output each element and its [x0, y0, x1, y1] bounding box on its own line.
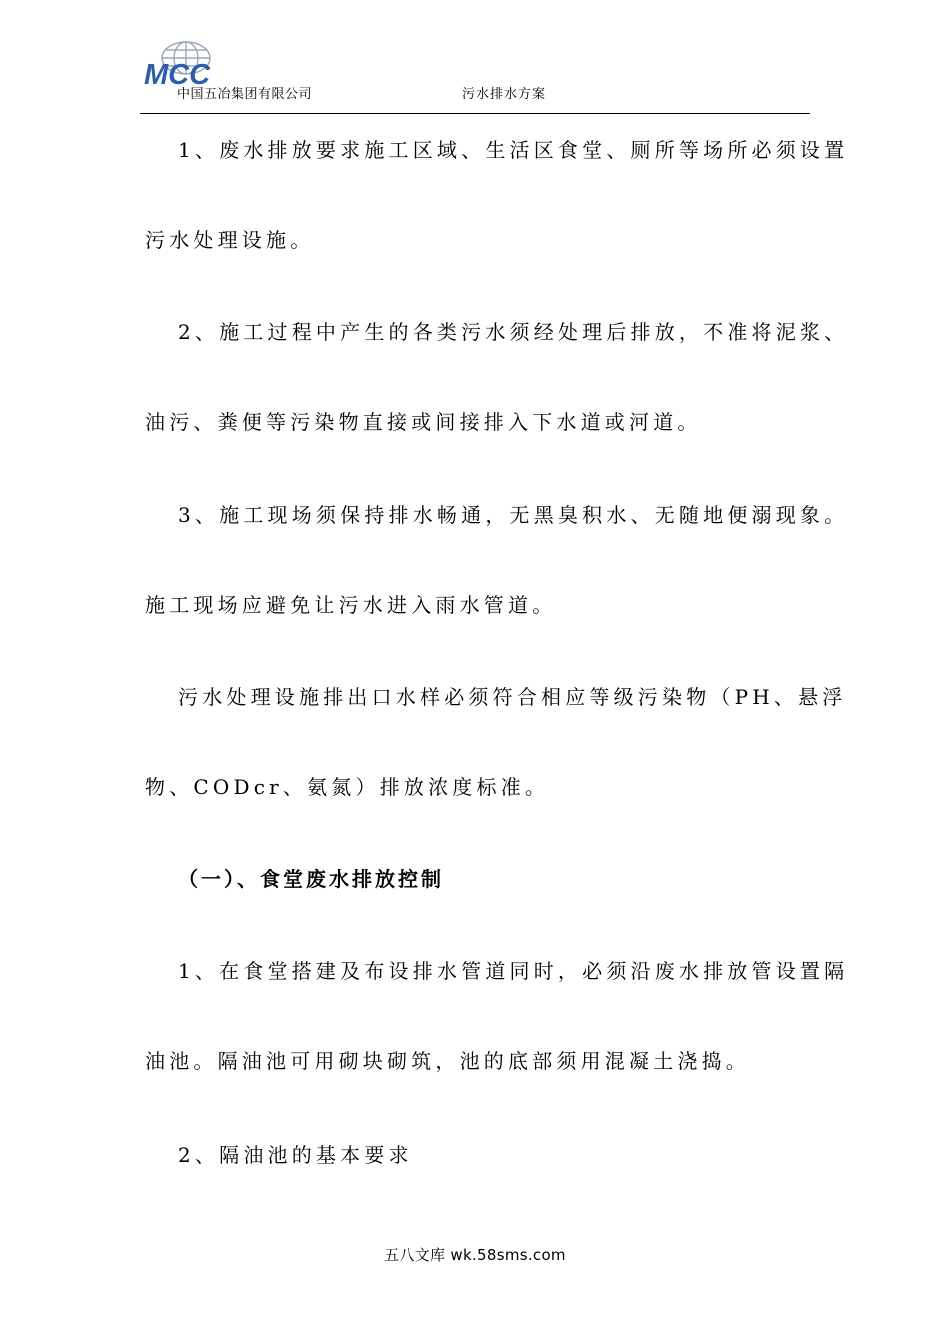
logo-text: MCC [144, 59, 211, 91]
paragraph-4-line-1: 污水处理设施排出口水样必须符合相应等级污染物（PH、悬浮 [178, 685, 847, 709]
paragraph-6-line-1: 2、隔油池的基本要求 [178, 1143, 413, 1167]
page-header [140, 30, 810, 114]
paragraph-2-line-2: 油污、粪便等污染物直接或间接排入下水道或河道。 [145, 410, 702, 434]
paragraph-4-line-2: 物、CODcr、氨氮）排放浓度标准。 [145, 775, 550, 799]
company-name: 中国五冶集团有限公司 [177, 87, 313, 102]
paragraph-5-line-1: 1、在食堂搭建及布设排水管道同时，必须沿废水排放管设置隔 [178, 959, 849, 983]
paragraph-5-line-2: 油池。隔油池可用砌块砌筑，池的底部须用混凝土浇捣。 [145, 1049, 750, 1073]
paragraph-3-line-1: 3、施工现场须保持排水畅通，无黑臭积水、无随地便溺现象。 [178, 503, 849, 527]
paragraph-2-line-1: 2、施工过程中产生的各类污水须经处理后排放，不准将泥浆、 [178, 320, 849, 344]
paragraph-1-line-2: 污水处理设施。 [145, 228, 315, 252]
paragraph-3-line-2: 施工现场应避免让污水进入雨水管道。 [145, 593, 557, 617]
paragraph-1-line-1: 1、废水排放要求施工区域、生活区食堂、厕所等场所必须设置 [178, 138, 849, 162]
document-title: 污水排水方案 [462, 87, 547, 102]
page-footer: 五八文库 wk.58sms.com [384, 1246, 566, 1264]
section-heading: （一）、食堂废水排放控制 [178, 867, 444, 891]
